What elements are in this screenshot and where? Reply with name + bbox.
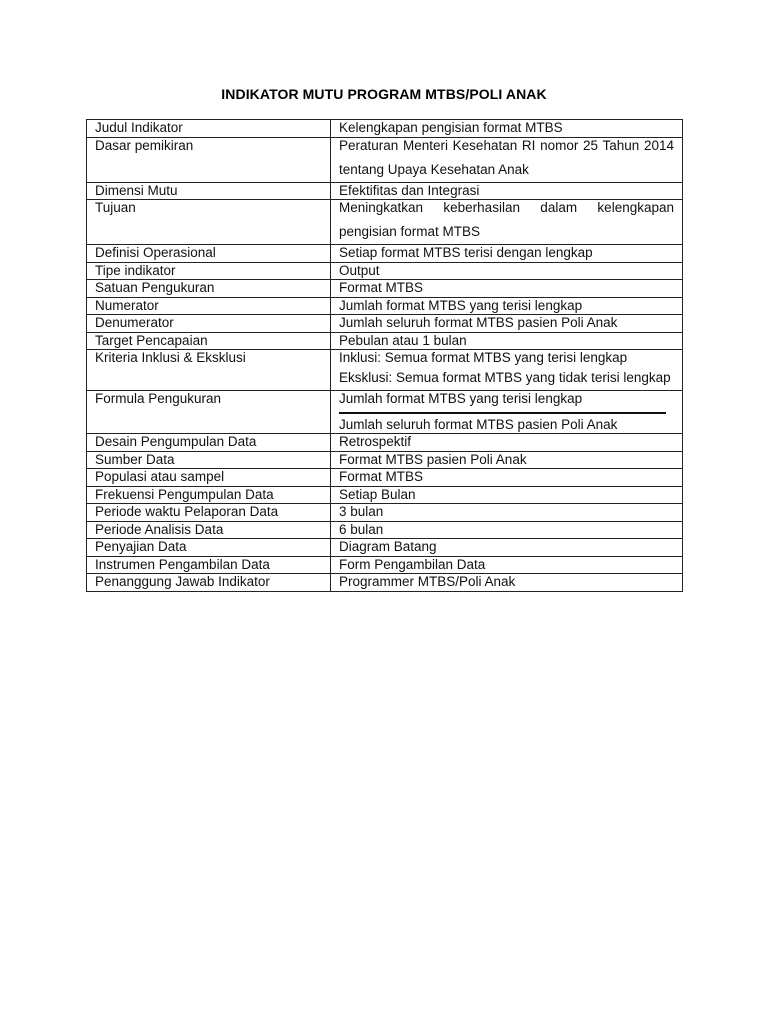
table-row <box>87 504 683 522</box>
row-value: Programmer MTBS/Poli Anak <box>331 574 683 592</box>
table-row <box>87 262 683 280</box>
row-label: Penyajian Data <box>87 539 331 557</box>
row-value <box>331 137 683 182</box>
formula-numerator: Jumlah format MTBS yang terisi lengkap <box>339 391 583 406</box>
row-label: Target Pencapaian <box>87 332 331 350</box>
row-value <box>331 200 683 245</box>
row-value <box>331 350 683 391</box>
row-label: Formula Pengukuran <box>87 391 331 434</box>
table-row <box>87 451 683 469</box>
table-row <box>87 315 683 333</box>
table-row <box>87 200 683 245</box>
row-label: Desain Pengumpulan Data <box>87 434 331 452</box>
row-label: Frekuensi Pengumpulan Data <box>87 486 331 504</box>
table-row <box>87 434 683 452</box>
row-label: Tipe indikator <box>87 262 331 280</box>
row-label: Dasar pemikiran <box>87 137 331 182</box>
row-label: Definisi Operasional <box>87 245 331 263</box>
table-row <box>87 574 683 592</box>
row-value: 3 bulan <box>331 504 683 522</box>
table-row <box>87 539 683 557</box>
row-label: Periode Analisis Data <box>87 521 331 539</box>
indicator-table <box>86 119 683 592</box>
table-row <box>87 297 683 315</box>
row-label: Periode waktu Pelaporan Data <box>87 504 331 522</box>
inclusion-text: Inklusi: Semua format MTBS yang terisi lengkap <box>339 350 628 365</box>
row-value: Setiap Bulan <box>331 486 683 504</box>
table-row <box>87 391 683 434</box>
row-label: Numerator <box>87 297 331 315</box>
row-label: Satuan Pengukuran <box>87 280 331 298</box>
table-row <box>87 245 683 263</box>
row-value: Output <box>331 262 683 280</box>
row-value: 6 bulan <box>331 521 683 539</box>
row-value: Setiap format MTBS terisi dengan lengkap <box>331 245 683 263</box>
row-label: Populasi atau sampel <box>87 469 331 487</box>
row-value: Retrospektif <box>331 434 683 452</box>
row-value: Pebulan atau 1 bulan <box>331 332 683 350</box>
row-label: Dimensi Mutu <box>87 182 331 200</box>
table-row <box>87 521 683 539</box>
row-label: Penanggung Jawab Indikator <box>87 574 331 592</box>
row-value: Diagram Batang <box>331 539 683 557</box>
row-label: Kriteria Inklusi & Eksklusi <box>87 350 331 391</box>
table-row <box>87 556 683 574</box>
table-row <box>87 350 683 391</box>
page-title: INDIKATOR MUTU PROGRAM MTBS/POLI ANAK <box>221 86 547 102</box>
row-value: Form Pengambilan Data <box>331 556 683 574</box>
formula-denominator: Jumlah seluruh format MTBS pasien Poli Anak <box>339 417 618 432</box>
exclusion-text: Eksklusi: Semua format MTBS yang tidak terisi lengkap <box>339 370 671 385</box>
row-value: Kelengkapan pengisian format MTBS <box>331 120 683 138</box>
row-value-text: Meningkatkan keberhasilan dalam kelengkapan pengisian format MTBS <box>339 200 674 239</box>
row-value: Format MTBS pasien Poli Anak <box>331 451 683 469</box>
row-label: Denumerator <box>87 315 331 333</box>
row-value-text: Peraturan Menteri Kesehatan RI nomor 25 Tahun 2014 tentang Upaya Kesehatan Anak <box>339 137 674 177</box>
formula-cell <box>331 391 683 434</box>
row-value: Format MTBS <box>331 280 683 298</box>
row-label: Sumber Data <box>87 451 331 469</box>
table-row <box>87 280 683 298</box>
table-row <box>87 137 683 182</box>
row-label: Instrumen Pengambilan Data <box>87 556 331 574</box>
row-label: Judul Indikator <box>87 120 331 138</box>
row-value: Format MTBS <box>331 469 683 487</box>
row-value: Jumlah seluruh format MTBS pasien Poli Anak <box>331 315 683 333</box>
row-label: Tujuan <box>87 200 331 245</box>
row-value: Efektifitas dan Integrasi <box>331 182 683 200</box>
row-value: Jumlah format MTBS yang terisi lengkap <box>331 297 683 315</box>
table-row <box>87 486 683 504</box>
table-row <box>87 469 683 487</box>
